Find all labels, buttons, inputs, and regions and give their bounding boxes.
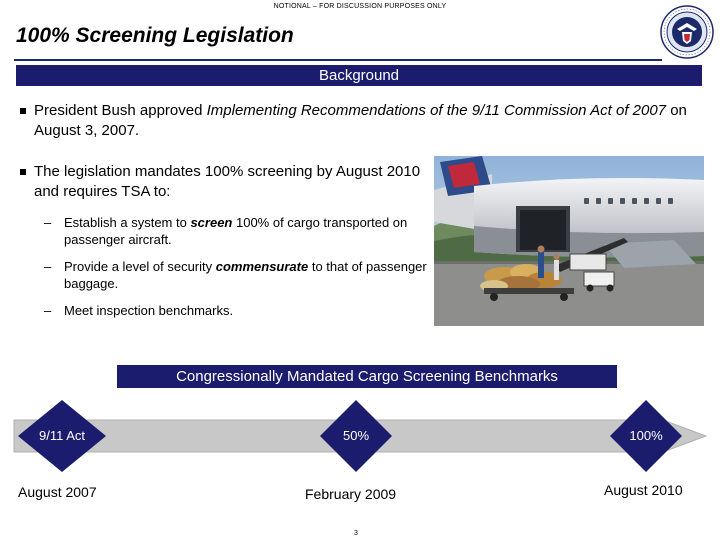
sub-bullet-screen (44, 214, 444, 248)
milestone-date-august-2010: August 2010 (604, 482, 683, 498)
page-number: 3 (354, 530, 358, 537)
cargo-loading-photo (434, 156, 704, 326)
bullet-square-icon (20, 169, 26, 175)
page-title: 100% Screening Legislation (16, 24, 294, 47)
sub-3-pre: Meet inspection benchmarks. (64, 303, 234, 318)
background-heading: Background (16, 65, 702, 86)
sub-1-post: 100% of cargo transported on passenger aircraft. (64, 215, 408, 247)
sub-bullet-benchmarks (44, 302, 444, 319)
milestone-label-50: 50% (342, 428, 370, 443)
bullet-1-part-1: President Bush approved (34, 102, 207, 119)
milestone-date-august-2007: August 2007 (18, 484, 97, 500)
dash-marker: – (44, 303, 52, 318)
bullet-1-part-3: on August 3, 2007. (34, 102, 687, 139)
milestone-label-9-11-act: 9/11 Act (38, 428, 85, 443)
dhs-seal-icon (660, 5, 714, 59)
title-divider (14, 59, 662, 61)
notional-banner: NOTIONAL – FOR DISCUSSION PURPOSES ONLY (273, 3, 447, 10)
bullet-2-text: The legislation mandates 100% screening by August 2010 and requires TSA to: (34, 163, 421, 200)
dash-marker: – (44, 259, 52, 274)
sub-1-emph: screen (190, 215, 233, 230)
bullet-legislation-mandate (18, 162, 438, 202)
benchmarks-heading: Congressionally Mandated Cargo Screening Benchmarks (117, 365, 617, 388)
sub-bullet-commensurate (44, 258, 444, 292)
dash-marker: – (44, 215, 52, 230)
sub-2-emph: commensurate (215, 259, 309, 274)
sub-2-post: to that of passenger baggage. (64, 259, 427, 291)
sub-1-pre: Establish a system to (64, 215, 191, 230)
bullet-square-icon (20, 108, 26, 114)
bullet-1-act-name: Implementing Recommendations of the 9/11 Commission Act of 2007 (206, 102, 667, 119)
milestone-date-february-2009: February 2009 (305, 486, 397, 502)
bullet-president-approval (18, 101, 718, 141)
milestone-label-100: 100% (629, 428, 663, 443)
sub-2-pre: Provide a level of security (64, 259, 216, 274)
